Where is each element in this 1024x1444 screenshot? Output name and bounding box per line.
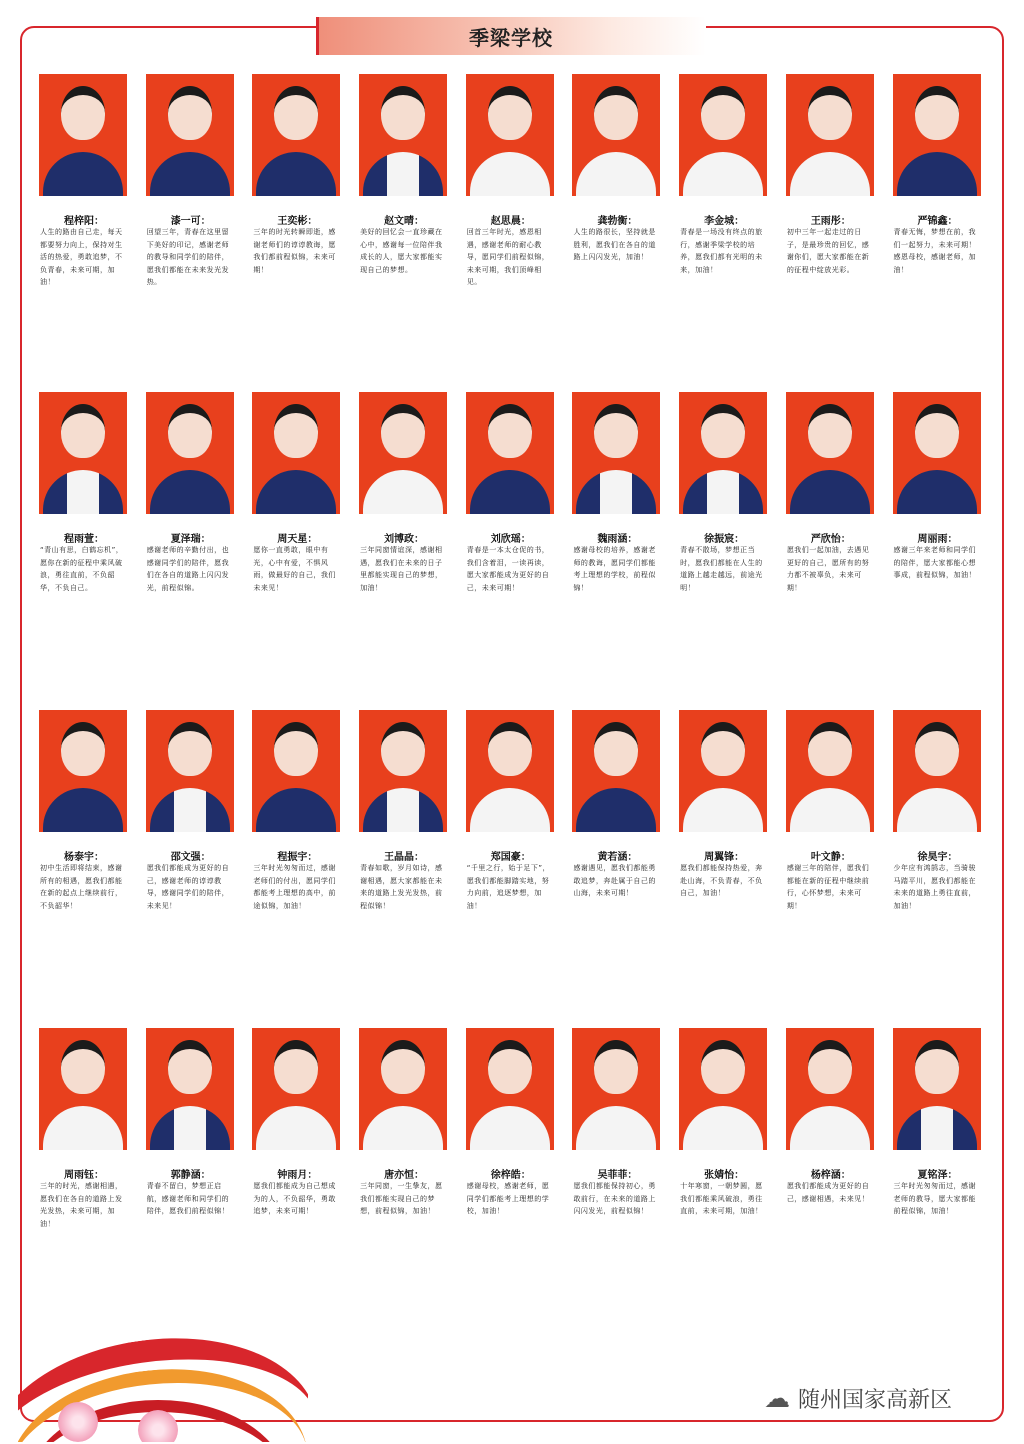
student-photo <box>893 710 981 832</box>
student-card <box>674 392 781 710</box>
portrait-shoulders <box>150 152 230 196</box>
student-message: 三年同窗情谊深，感谢相遇，愿我们在未来的日子里都能实现自己的梦想，加油！ <box>360 546 443 592</box>
student-photo <box>786 1028 874 1150</box>
portrait-head <box>808 86 852 140</box>
student-message: 人生的路由自己走，每天都要努力向上，保持对生活的热爱，勇敢追梦，不负青春，未来可期，加油！ <box>40 228 123 286</box>
portrait-head <box>808 722 852 776</box>
student-name: 郑国豪： <box>490 852 531 863</box>
page-title: 季梁学校 <box>469 25 553 50</box>
portrait-shoulders <box>256 470 336 514</box>
student-message: 少年应有鸿鹄志，当骑骏马踏平川，愿我们都能在未来的道路上勇往直前，加油！ <box>893 864 976 910</box>
student-card <box>247 74 354 392</box>
portrait-head <box>701 86 745 140</box>
student-card <box>674 74 781 392</box>
student-message: 青春不留白，梦想正启航，感谢老师和同学们的陪伴，愿我们前程似锦！ <box>146 1182 230 1215</box>
title-banner <box>316 17 706 55</box>
student-name: 周雨钰： <box>64 1170 104 1181</box>
portrait-head <box>488 404 532 458</box>
student-message: 初中生活即将结束，感谢所有的相遇，愿我们都能在新的起点上继续前行，不负韶华！ <box>40 864 123 910</box>
student-card <box>781 710 888 1028</box>
student-card <box>141 710 248 1028</box>
student-name: 王雨彤： <box>810 216 851 227</box>
student-photo <box>39 710 127 832</box>
student-message: 感谢母校的培养，感谢老师的教诲，愿同学们都能考上理想的学校，前程似锦！ <box>573 546 656 592</box>
portrait-shoulders <box>683 1106 763 1150</box>
portrait-shoulders <box>576 788 656 832</box>
portrait-shoulders <box>576 1106 656 1150</box>
student-message: “青山有思，白鹤忘机”，愿你在新的征程中乘风破浪，勇往直前，不负韶华，不负自己。 <box>40 546 124 592</box>
student-name: 唐亦恒： <box>384 1170 425 1181</box>
student-photo <box>146 710 234 832</box>
student-name: 刘欣瑶： <box>490 534 531 545</box>
student-photo <box>252 74 340 196</box>
portrait-head <box>594 404 638 458</box>
portrait-shoulders <box>43 1106 123 1150</box>
portrait-shoulders <box>363 152 443 196</box>
portrait-shoulders <box>576 470 656 514</box>
portrait-head <box>61 86 105 140</box>
student-message: 感谢母校，感谢老师，愿同学们都能考上理想的学校，加油！ <box>466 1182 550 1215</box>
portrait-shoulders <box>470 470 550 514</box>
student-photo <box>466 74 554 196</box>
student-card <box>354 710 461 1028</box>
student-card <box>141 1028 248 1346</box>
student-photo <box>359 392 447 514</box>
student-name: 邵文强： <box>170 852 211 863</box>
student-card <box>674 1028 781 1346</box>
portrait-head <box>701 404 745 458</box>
portrait-shoulders <box>150 470 230 514</box>
student-photo <box>893 74 981 196</box>
student-photo <box>572 710 660 832</box>
student-message: 三年的时光转瞬即逝，感谢老师们的谆谆教诲，愿我们都前程似锦，未来可期！ <box>253 228 336 274</box>
student-message: 十年寒窗，一朝梦圆，愿我们都能乘风破浪，勇往直前，未来可期，加油！ <box>680 1182 763 1215</box>
student-photo <box>146 1028 234 1150</box>
portrait-shoulders <box>256 788 336 832</box>
student-photo <box>679 1028 767 1150</box>
portrait-shoulders <box>897 470 977 514</box>
portrait-shoulders <box>363 788 443 832</box>
student-photo <box>679 710 767 832</box>
student-card <box>567 74 674 392</box>
student-name: 李金城： <box>704 216 745 227</box>
portrait-shoulders <box>256 152 336 196</box>
student-card <box>781 1028 888 1346</box>
portrait-head <box>488 86 532 140</box>
portrait-head <box>168 1040 212 1094</box>
student-card <box>567 710 674 1028</box>
portrait-shoulders <box>683 470 763 514</box>
portrait-shoulders <box>470 788 550 832</box>
student-message: 感谢三年来老师和同学们的陪伴，愿大家都能心想事成，前程似锦，加油！ <box>893 546 976 579</box>
portrait-shoulders <box>790 788 870 832</box>
student-card <box>34 74 141 392</box>
student-photo <box>466 1028 554 1150</box>
student-name: 徐梓皓： <box>490 1170 531 1181</box>
portrait-head <box>915 1040 959 1094</box>
student-name: 程振宇： <box>277 852 318 863</box>
student-card <box>781 74 888 392</box>
student-name: 夏泽瑞： <box>170 534 211 545</box>
student-card <box>247 710 354 1028</box>
decorative-swirl <box>18 1330 308 1442</box>
student-card <box>141 392 248 710</box>
portrait-shoulders <box>790 152 870 196</box>
student-message: 青春不散场，梦想正当时，愿我们都能在人生的道路上越走越远，前途光明！ <box>680 546 763 592</box>
portrait-head <box>274 404 318 458</box>
portrait-shoulders <box>256 1106 336 1150</box>
student-message: 初中三年一起走过的日子，是最珍贵的回忆，感谢你们，愿大家都能在新的征程中绽放光彩。 <box>786 228 870 274</box>
student-message: 三年时光匆匆而过，感谢老师们的付出，愿同学们都能考上理想的高中，前途似锦，加油！ <box>253 864 336 910</box>
student-name: 赵思晨： <box>490 216 531 227</box>
student-name: 严欣怡： <box>810 534 851 545</box>
portrait-head <box>61 722 105 776</box>
portrait-head <box>168 86 212 140</box>
portrait-head <box>594 1040 638 1094</box>
student-card <box>354 1028 461 1346</box>
student-card <box>461 392 568 710</box>
student-grid <box>34 74 994 1346</box>
portrait-head <box>381 1040 425 1094</box>
portrait-head <box>808 1040 852 1094</box>
student-photo <box>679 392 767 514</box>
student-message: “千里之行，始于足下”，愿我们都能脚踏实地，努力向前，追逐梦想，加油！ <box>466 864 551 910</box>
student-message: 回首三年时光，感恩相遇，感谢老师的耐心教导，愿同学们前程似锦，未来可期，我们顶峰相见。 <box>466 228 550 286</box>
student-name: 王晶晶： <box>384 852 425 863</box>
portrait-head <box>381 722 425 776</box>
student-photo <box>146 74 234 196</box>
student-name: 钟雨月： <box>277 1170 318 1181</box>
student-name: 刘博政： <box>384 534 425 545</box>
student-photo <box>786 392 874 514</box>
student-card <box>34 392 141 710</box>
portrait-head <box>594 722 638 776</box>
student-card <box>888 710 995 1028</box>
student-card <box>888 392 995 710</box>
student-name: 夏铭泽： <box>917 1170 958 1181</box>
portrait-head <box>168 404 212 458</box>
portrait-shoulders <box>150 788 230 832</box>
student-photo <box>252 710 340 832</box>
student-card <box>461 74 568 392</box>
student-message: 三年时光匆匆而过，感谢老师的教导，愿大家都能前程似锦，加油！ <box>893 1182 976 1215</box>
student-photo <box>252 392 340 514</box>
student-message: 愿我们都能成为自己想成为的人，不负韶华，勇敢追梦，未来可期！ <box>253 1182 336 1215</box>
student-photo <box>39 74 127 196</box>
portrait-shoulders <box>43 788 123 832</box>
student-photo <box>893 392 981 514</box>
student-photo <box>359 1028 447 1150</box>
portrait-head <box>274 722 318 776</box>
portrait-shoulders <box>790 470 870 514</box>
student-message: 三年同窗，一生挚友，愿我们都能实现自己的梦想，前程似锦，加油！ <box>360 1182 443 1215</box>
student-photo <box>466 392 554 514</box>
portrait-head <box>915 86 959 140</box>
student-name: 叶文静： <box>810 852 851 863</box>
student-photo <box>39 392 127 514</box>
student-card <box>461 710 568 1028</box>
portrait-head <box>701 1040 745 1094</box>
student-card <box>141 74 248 392</box>
student-card <box>888 74 995 392</box>
student-photo <box>466 710 554 832</box>
student-name: 龚勃衡： <box>597 216 638 227</box>
portrait-shoulders <box>470 1106 550 1150</box>
student-name: 魏雨涵： <box>597 534 638 545</box>
student-photo <box>572 74 660 196</box>
student-name: 徐昊宇： <box>917 852 958 863</box>
student-message: 回望三年，青春在这里留下美好的印记，感谢老师的教导和同学们的陪伴，愿我们都能在未来发光发热。 <box>146 228 230 286</box>
student-photo <box>786 74 874 196</box>
student-card <box>461 1028 568 1346</box>
portrait-shoulders <box>363 1106 443 1150</box>
portrait-head <box>168 722 212 776</box>
student-card <box>567 1028 674 1346</box>
student-photo <box>786 710 874 832</box>
student-card <box>674 710 781 1028</box>
student-card <box>247 392 354 710</box>
student-message: 愿你一直勇敢，眼中有光，心中有爱，不惧风雨，做最好的自己，我们未来见！ <box>253 546 336 592</box>
student-message: 三年的时光，感谢相遇，愿我们在各自的道路上发光发热，未来可期，加油！ <box>40 1182 123 1228</box>
student-photo <box>893 1028 981 1150</box>
student-name: 郭静涵： <box>170 1170 211 1181</box>
portrait-shoulders <box>470 152 550 196</box>
portrait-head <box>488 1040 532 1094</box>
student-message: 人生的路很长，坚持就是胜利，愿我们在各自的道路上闪闪发光，加油！ <box>573 228 656 261</box>
student-message: 感谢老师的辛勤付出，也感谢同学们的陪伴，愿我们在各自的道路上闪闪发光，前程似锦。 <box>146 546 230 592</box>
watermark <box>764 1383 952 1414</box>
portrait-head <box>381 86 425 140</box>
student-name: 严锦鑫： <box>917 216 958 227</box>
student-card <box>354 74 461 392</box>
student-message: 愿我们一起加油，去遇见更好的自己，愿所有的努力都不被辜负，未来可期！ <box>786 546 870 592</box>
student-card <box>888 1028 995 1346</box>
student-message: 感谢遇见，愿我们都能勇敢追梦，奔赴属于自己的山海，未来可期！ <box>573 864 656 897</box>
student-photo <box>252 1028 340 1150</box>
student-name: 周丽雨： <box>917 534 958 545</box>
student-message: 青春如歌，岁月如诗，感谢相遇，愿大家都能在未来的道路上发光发热，前程似锦！ <box>360 864 443 910</box>
portrait-head <box>915 722 959 776</box>
student-name: 王奕彬： <box>277 216 318 227</box>
student-name: 程梓阳： <box>64 216 104 227</box>
student-message: 愿我们都能保持初心，勇敢前行，在未来的道路上闪闪发光，前程似锦！ <box>573 1182 656 1215</box>
watermark-text: 随州国家高新区 <box>798 1388 953 1413</box>
portrait-head <box>808 404 852 458</box>
student-name: 张婧怡： <box>704 1170 745 1181</box>
student-photo <box>146 392 234 514</box>
student-card <box>781 392 888 710</box>
student-card <box>247 1028 354 1346</box>
student-message: 青春是一场没有终点的旅行，感谢季梁学校的培养，愿我们都有光明的未来，加油！ <box>680 228 763 274</box>
student-name: 杨梓涵： <box>810 1170 851 1181</box>
portrait-head <box>274 86 318 140</box>
portrait-shoulders <box>43 152 123 196</box>
portrait-head <box>381 404 425 458</box>
student-message: 青春无悔，梦想在前，我们一起努力，未来可期！感恩母校，感谢老师，加油！ <box>893 228 976 274</box>
portrait-head <box>594 86 638 140</box>
portrait-head <box>915 404 959 458</box>
student-card <box>354 392 461 710</box>
portrait-shoulders <box>363 470 443 514</box>
portrait-head <box>61 404 105 458</box>
student-photo <box>359 710 447 832</box>
portrait-shoulders <box>897 152 977 196</box>
student-photo <box>39 1028 127 1150</box>
student-message: 愿我们都能保持热爱，奔赴山海，不负青春，不负自己，加油！ <box>680 864 763 897</box>
student-name: 周翼锋： <box>704 852 745 863</box>
student-message: 青春是一本太仓促的书，我们含着泪，一读再读，愿大家都能成为更好的自己，未来可期！ <box>466 546 550 592</box>
portrait-shoulders <box>576 152 656 196</box>
portrait-head <box>61 1040 105 1094</box>
student-message: 感谢三年的陪伴，愿我们都能在新的征程中继续前行，心怀梦想，未来可期！ <box>786 864 870 910</box>
portrait-head <box>274 1040 318 1094</box>
portrait-shoulders <box>683 788 763 832</box>
student-name: 漆一可： <box>170 216 211 227</box>
portrait-shoulders <box>150 1106 230 1150</box>
portrait-shoulders <box>790 1106 870 1150</box>
portrait-head <box>701 722 745 776</box>
student-card <box>34 1028 141 1346</box>
portrait-shoulders <box>897 788 977 832</box>
student-message: 愿我们都能成为更好的自己，感谢老师的谆谆教导，感谢同学们的陪伴，未来见！ <box>146 864 230 910</box>
student-card <box>34 710 141 1028</box>
student-message: 美好的回忆会一直珍藏在心中，感谢每一位陪伴我成长的人，愿大家都能实现自己的梦想。 <box>360 228 443 274</box>
student-photo <box>679 74 767 196</box>
portrait-shoulders <box>683 152 763 196</box>
portrait-shoulders <box>43 470 123 514</box>
portrait-shoulders <box>897 1106 977 1150</box>
student-name: 周天星： <box>277 534 318 545</box>
student-name: 黄若涵： <box>597 852 638 863</box>
student-message: 愿我们都能成为更好的自己，感谢相遇，未来见！ <box>786 1182 870 1203</box>
student-photo <box>359 74 447 196</box>
student-photo <box>572 392 660 514</box>
student-name: 赵文晴： <box>384 216 425 227</box>
student-name: 杨泰宇： <box>64 852 104 863</box>
portrait-head <box>488 722 532 776</box>
student-name: 吴菲菲： <box>597 1170 638 1181</box>
wechat-icon: ☁ <box>764 1383 790 1414</box>
student-name: 徐振宸： <box>704 534 745 545</box>
student-photo <box>572 1028 660 1150</box>
student-name: 程雨萱： <box>64 534 104 545</box>
student-card <box>567 392 674 710</box>
